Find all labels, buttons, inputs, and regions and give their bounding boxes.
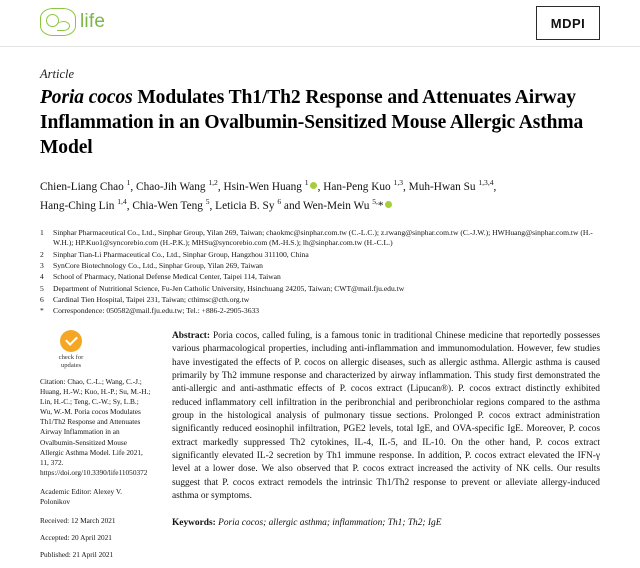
author-line-1: Chien-Liang Chao $^1$, Chao-Jih Wang $^{1,2}$, Hsin-Wen Huang $^1$ , Han-Peng Kuo $^{1,3}$, Muh-Hwan Su $^{1,3,4}$, — [40, 177, 497, 193]
affiliation-number: 5 — [40, 283, 44, 293]
journal-header — [0, 0, 640, 47]
crossmark-badge[interactable] — [40, 330, 102, 369]
correspondence-text: Correspondence: 050582@mail.fju.edu.tw; Tel.: +886-2-2905-3633 — [53, 306, 260, 316]
journal-logo — [40, 8, 105, 36]
affiliation-text: Cardinal Tien Hospital, Taipei 231, Taiwan; cthimsc@cth.org.tw — [53, 294, 250, 304]
affiliation-number: 2 — [40, 249, 44, 259]
affiliation-item — [40, 295, 600, 306]
affiliation-number: 3 — [40, 260, 44, 270]
affiliation-number: 6 — [40, 294, 44, 304]
abstract-section — [172, 330, 600, 531]
sidebar-metadata — [40, 330, 152, 567]
affiliations-list — [40, 228, 600, 317]
check-icon — [60, 330, 82, 352]
title-rest: Modulates Th1/Th2 Response and Attenuates Airway Inflammation in an Ovalbumin-Sensitized Mouse Allergic Asthma Model — [40, 87, 584, 158]
affiliation-item — [40, 272, 600, 283]
citation-text: Citation: Chao, C.-L.; Wang, C.-J.; Huang, H.-W.; Kuo, H.-P.; Su, M.-H.; Lin, H.-C.; Teng, C.-W.; Sy, L.B.; Wu, W.-M. Poria cocos Modulates Th1/Th2 Response and Attenuates Airway Inflammation in an Ovalbumin-Sensitized Mouse Allergic Asthma Model. Life 2021, 11, 372. https://doi.org/10.3390/life11050372 — [40, 377, 151, 477]
affiliation-number: 4 — [40, 272, 44, 282]
keywords-text: Poria cocos; allergic asthma; inflammation; Th1; Th2; IgE — [218, 518, 442, 529]
affiliation-item — [40, 261, 600, 272]
affiliation-text: Department of Nutritional Science, Fu-Jen Catholic University, Hsinchuang 24205, Taiwan; CWT@mail.fju.edu.tw — [53, 283, 405, 293]
keywords-section — [172, 517, 600, 530]
paper-content — [0, 47, 640, 317]
academic-editor: Academic Editor: Alexey V. Polonikov — [40, 486, 123, 506]
leaf-icon — [40, 8, 76, 36]
affiliation-item — [40, 228, 600, 250]
affiliation-text: SynCore Biotechnology Co., Ltd., Sinphar Group, Yilan 269, Taiwan — [53, 260, 263, 270]
abstract-text: Poria cocos, called fuling, is a famous tonic in traditional Chinese medicine that reportedly possesses various pharmacological properties, including anti-inflammation and immunomodulation. However, few studies have investigated the effects of P. cocos on allergic diseases, such as allergic asthma. Allergic asthma is caused primarily by Th2 immune response and characterized by airway inflammation. This study first demonstrated the anti-allergic and anti-asthmatic effects of P. cocos extract (Lipucan®). P. cocos extract distinctly exhibited reduced inflammatory cell infiltration in the peribronchial and peribronchiolar regions compared to the asthma group in the histological analysis of pulmonary tissue sections. Prolonged P. cocos extract administration significantly reduced eosinophil infiltration, PGE2 levels, total IgE, and OVA-specific IgE. Moreover, P. cocos extract markedly suppressed Th2 cytokines, IL-4, IL-5, and IL-10. On the other hand, P. cocos extract significantly elevated IL-2 secretion by Th1 immune response. In addition, P. cocos extract elevated the IFN-γ level at a lower dose. We also observed that P. cocos extract increased the activity of NK cells. Our results suggest that P. cocos extract remodels the intrinsic Th1/Th2 response to prevent or alleviate allergy-induced asthma or symptoms. — [172, 331, 601, 502]
accepted-date: Accepted: 20 April 2021 — [40, 532, 112, 542]
crossmark-label-2: updates — [60, 361, 82, 369]
author-list — [40, 177, 600, 216]
page-title — [40, 86, 600, 161]
affiliation-number: 1 — [40, 227, 44, 237]
affiliation-text: Sinphar Tian-Li Pharmaceutical Co., Ltd., Sinphar Group, Hangzhou 311100, China — [53, 249, 309, 259]
author-line-2: Hang-Ching Lin $^{1,4}$, Chia-Wen Teng $^5$, Leticia B. Sy $^6$ and Wen-Mein Wu $^{5,}$* — [40, 196, 600, 215]
journal-name: life — [80, 11, 106, 32]
title-italic-species: Poria cocos — [40, 87, 133, 108]
crossmark-label-1: check for — [58, 354, 84, 361]
affiliation-text: School of Pharmacy, National Defense Medical Center, Taipei 114, Taiwan — [53, 272, 281, 282]
orcid-icon[interactable] — [310, 182, 317, 189]
affiliation-item — [40, 284, 600, 295]
affiliation-text: Sinphar Pharmaceutical Co., Ltd., Sinphar Group, Yilan 269, Taiwan; chaokmc@sinphar.com.tw (C.-L.C.); z.rwang@sinphar.com.tw (C.-J.W.); HWHuang@sinphar.com.tw (H.-W.H.); HP.Kuo1@syncorebio.com (H.-P.K.); MHSu@syncorebio.com (M.-H.S.); lh@sinphar.com.tw (H.-C.L.) — [53, 227, 593, 248]
received-date: Received: 12 March 2021 — [40, 515, 116, 525]
correspondence-marker: * — [40, 306, 44, 316]
abstract-label: Abstract: — [172, 331, 211, 341]
keywords-label: Keywords: — [172, 518, 216, 529]
orcid-icon[interactable] — [385, 201, 392, 208]
affiliation-item — [40, 250, 600, 261]
article-type: Article — [40, 67, 75, 81]
published-date: Published: 21 April 2021 — [40, 550, 114, 560]
mdpi-logo: MDPI — [536, 6, 600, 40]
correspondence-item — [40, 306, 600, 317]
